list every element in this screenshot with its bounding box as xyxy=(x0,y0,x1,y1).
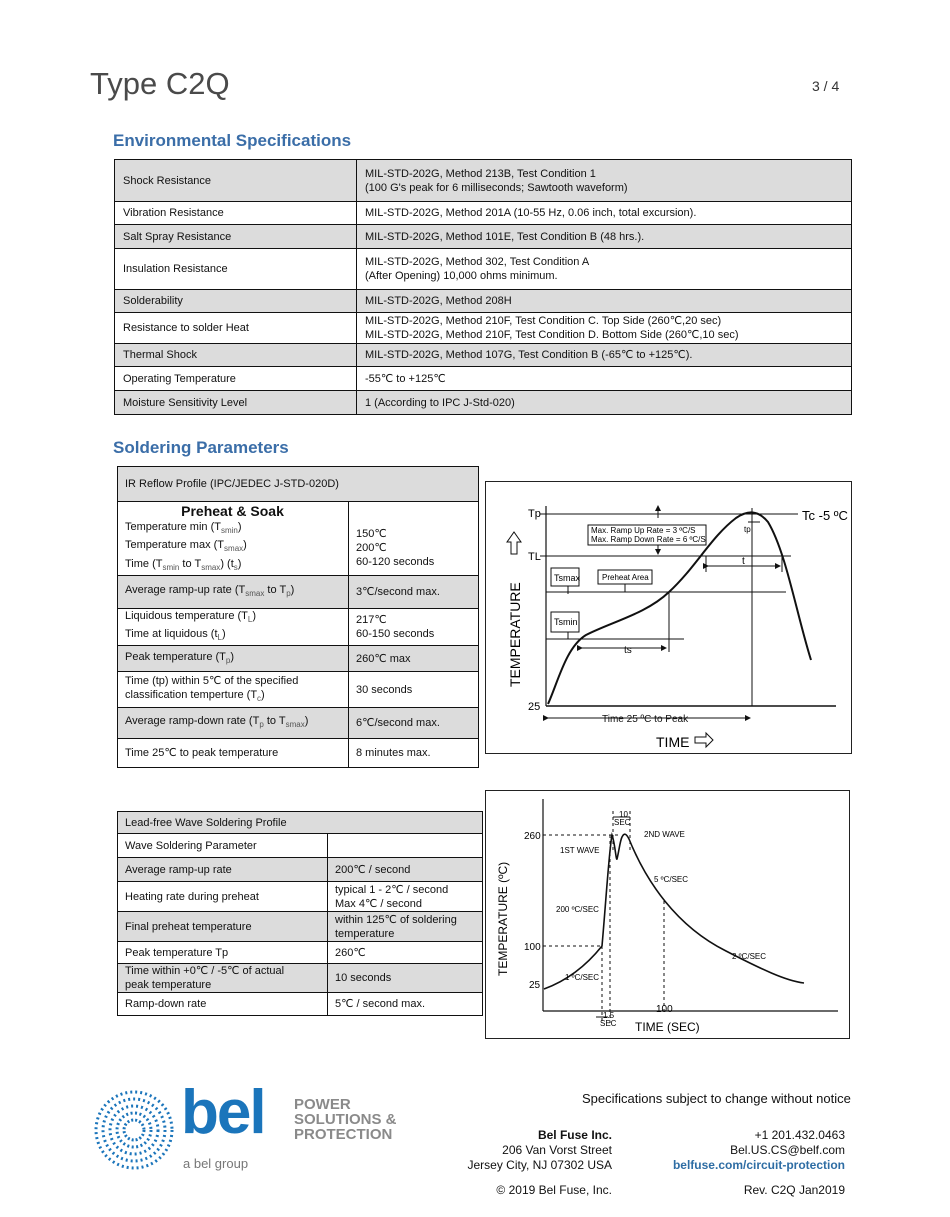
env-row xyxy=(115,344,852,367)
env-value: -55℃ to +125℃ xyxy=(357,367,852,391)
wave-label: Time within +0℃ / -5℃ of actual peak temperature xyxy=(118,964,328,993)
wave-value: typical 1 - 2℃ / second Max 4℃ / second xyxy=(328,882,483,912)
wave-title: Lead-free Wave Soldering Profile xyxy=(118,812,483,834)
preheat-area-label: Preheat Area xyxy=(602,573,649,582)
env-value: MIL-STD-202G, Method 302, Test Condition A (After Opening) 10,000 ohms minimum. xyxy=(357,249,852,290)
env-row xyxy=(115,367,852,391)
tmax-label: Temperature $\max (T_{smax})$ xyxy=(125,539,247,554)
x100-tick: 100 xyxy=(656,1004,673,1015)
x-arrow-icon xyxy=(695,733,713,747)
address-block xyxy=(460,1128,612,1173)
env-value: MIL-STD-202G, Method 208H xyxy=(357,290,852,313)
wave-label: Peak temperature Tp xyxy=(118,942,328,964)
env-value: 1 (According to IPC J-Std-020) xyxy=(357,391,852,415)
notice: Specifications subject to change without notice xyxy=(582,1091,851,1106)
env-row xyxy=(115,160,852,202)
y100-tick: 100 xyxy=(524,942,541,953)
copyright: © 2019 Bel Fuse, Inc. xyxy=(496,1183,612,1197)
env-label: Solderability xyxy=(115,290,357,313)
wave-value: within 125℃ of soldering temperature xyxy=(328,912,483,942)
rate5-label: 5 ºC/SEC xyxy=(654,875,689,884)
wave-label: Wave Soldering Parameter xyxy=(118,834,328,858)
wave-row xyxy=(118,858,483,882)
ramp-down-value: 6℃/second max. xyxy=(349,708,479,739)
ramp-up-note: Max. Ramp Up Rate = 3 ºC/S xyxy=(591,526,696,535)
env-value: MIL-STD-202G, Method 107G, Test Condition B (-65℃ to +125℃). xyxy=(357,344,852,367)
wave-row xyxy=(118,993,483,1016)
x-axis-label: TIME xyxy=(656,734,690,750)
wave-value: 5℃ / second max. xyxy=(328,993,483,1016)
revision: Rev. C2Q Jan2019 xyxy=(743,1183,845,1197)
wave-label: Final preheat temperature xyxy=(118,912,328,942)
env-heading: Environmental Specifications xyxy=(113,131,352,150)
rate200-label: 200 ºC/SEC xyxy=(556,905,599,914)
page-title: Type C2Q xyxy=(90,66,230,101)
website-link[interactable]: belfuse.com/circuit-protection xyxy=(672,1158,845,1172)
y-arrow-icon xyxy=(507,532,521,554)
city: Jersey City, NJ 07302 USA xyxy=(467,1158,612,1172)
env-label: Shock Resistance xyxy=(115,160,357,202)
env-label: Resistance to solder Heat xyxy=(115,313,357,344)
contact-block xyxy=(640,1128,845,1173)
y25-tick: 25 xyxy=(529,980,541,991)
tagline: POWER SOLUTIONS & PROTECTION xyxy=(294,1096,397,1143)
ramp-down-label: Average ramp-down rate ($T_p$ to $T_{smax}$) xyxy=(118,708,349,739)
preheat-title: Preheat & Soak xyxy=(181,503,284,520)
liquidous-value: 217℃ 60-150 seconds xyxy=(349,609,479,646)
env-label: Insulation Resistance xyxy=(115,249,357,290)
env-row xyxy=(115,249,852,290)
reflow-title: IR Reflow Profile (IPC/JEDEC J-STD-020D) xyxy=(118,467,479,502)
wave-label: Heating rate during preheat xyxy=(118,882,328,912)
env-row xyxy=(115,202,852,225)
tp-small-label: tp xyxy=(744,525,751,534)
env-value: MIL-STD-202G, Method 201A (10-55 Hz, 0.06 inch, total excursion). xyxy=(357,202,852,225)
env-spec-table xyxy=(114,159,852,415)
tp-tick: Tp xyxy=(528,508,541,520)
tsmax-label: Tsmax xyxy=(554,573,581,583)
tmin-label: Temperature $\min (T_{smin})$ xyxy=(125,521,242,536)
wave-value: 200℃ / second xyxy=(328,858,483,882)
ramp-down-note: Max. Ramp Down Rate = 6 ºC/S xyxy=(591,535,706,544)
bel-logo-word: bel xyxy=(181,1078,265,1147)
time-value: 60-120 seconds xyxy=(356,555,435,568)
t25-label: Time 25℃ to peak temperature xyxy=(118,739,349,768)
sec15-num: 1.5 xyxy=(603,1011,615,1020)
wave-value xyxy=(328,834,483,858)
bel-logo-icon xyxy=(94,1090,174,1170)
env-value: MIL-STD-202G, Method 210F, Test Condition C. Top Side (260℃,20 sec) MIL-STD-202G, Method 210F, Test Condition D. Bottom Side (260℃,10 sec) xyxy=(357,313,852,344)
wave-value: 10 seconds xyxy=(328,964,483,993)
wave-row xyxy=(118,912,483,942)
wave-x-axis-label: TIME (SEC) xyxy=(635,1020,700,1034)
t25-value: 8 minutes max. xyxy=(349,739,479,768)
wave-row xyxy=(118,882,483,912)
company-name: Bel Fuse Inc. xyxy=(537,1128,612,1142)
wave-row xyxy=(118,834,483,858)
ramp-up-label: Average ramp-up rate ($T_{smax}$ to $T_p$) xyxy=(118,576,349,609)
tmax-value: 200℃ xyxy=(356,541,387,554)
env-value: MIL-STD-202G, Method 213B, Test Condition 1 (100 G's peak for 6 milliseconds; Sawtooth waveform) xyxy=(357,160,852,202)
wave-y-axis-label: TEMPERATURE (ºC) xyxy=(496,861,510,976)
env-label: Moisture Sensitivity Level xyxy=(115,391,357,415)
time-to-peak-label: Time 25 ºC to Peak xyxy=(602,714,689,725)
rate1-label: 1 ºC/SEC xyxy=(565,973,600,982)
first-wave-label: 1ST WAVE xyxy=(560,846,600,855)
soldering-heading: Soldering Parameters xyxy=(113,438,289,457)
y260-tick: 260 xyxy=(524,831,541,842)
bel-group-label: a bel group xyxy=(183,1156,249,1171)
env-label: Vibration Resistance xyxy=(115,202,357,225)
wave-row xyxy=(118,964,483,993)
rate2-label: 2 ºC/SEC xyxy=(732,952,767,961)
ts-label: ts xyxy=(624,645,632,656)
email-link[interactable]: Bel.US.CS@belf.com xyxy=(730,1143,845,1157)
preheat-values xyxy=(349,502,479,576)
wave-row xyxy=(118,942,483,964)
y-axis-label: TEMPERATURE xyxy=(507,582,523,687)
page-number: 3 / 4 xyxy=(812,78,840,94)
wave-table xyxy=(117,811,483,1016)
env-row xyxy=(115,290,852,313)
ramp-up-value: 3℃/second max. xyxy=(349,576,479,609)
reflow-profile-figure xyxy=(485,481,852,754)
phone: +1 201.432.0463 xyxy=(754,1128,845,1142)
env-label: Operating Temperature xyxy=(115,367,357,391)
env-label: Salt Spray Resistance xyxy=(115,225,357,249)
t25-tick: 25 xyxy=(528,701,541,713)
env-row xyxy=(115,313,852,344)
liquidous-label: Liquidous temperature $(T_L)$ Time at liquidous $(t_L)$ xyxy=(118,609,349,646)
bel-logo-dots xyxy=(94,1090,174,1170)
wave-label: Average ramp-up rate xyxy=(118,858,328,882)
env-value: MIL-STD-202G, Method 101E, Test Condition B (48 hrs.). xyxy=(357,225,852,249)
env-row xyxy=(115,391,852,415)
tsmin-label: Tsmin xyxy=(554,617,578,627)
tp-value: 30 seconds xyxy=(349,672,479,708)
preheat-soak-cell xyxy=(118,502,349,576)
tc-label: Tc -5 ºC xyxy=(802,508,848,523)
wave-profile-chart xyxy=(486,791,849,1038)
tp-label: Time (tp) within 5℃ of the specified classification temperture $(T_c)$ xyxy=(118,672,349,708)
wave-value: 260℃ xyxy=(328,942,483,964)
tl-tick: TL xyxy=(528,551,541,563)
peak-value: 260℃ max xyxy=(349,646,479,672)
second-wave-label: 2ND WAVE xyxy=(644,830,685,839)
sec10-num: 10 xyxy=(619,810,628,819)
sec15-unit: SEC xyxy=(600,1019,617,1028)
reflow-table xyxy=(117,466,479,768)
peak-label: Peak temperature $(T_p)$ xyxy=(118,646,349,672)
wave-label: Ramp-down rate xyxy=(118,993,328,1016)
t-label: t xyxy=(742,556,745,567)
sec10-unit: SEC xyxy=(614,818,631,827)
time-label: Time ($T_{smin}$ to $T_{smax}$) $(t_s)$ xyxy=(125,557,242,572)
env-row xyxy=(115,225,852,249)
env-label: Thermal Shock xyxy=(115,344,357,367)
street: 206 Van Vorst Street xyxy=(502,1143,612,1157)
tmin-value: 150℃ xyxy=(356,527,387,540)
reflow-profile-chart xyxy=(486,482,851,753)
wave-profile-figure xyxy=(485,790,850,1039)
